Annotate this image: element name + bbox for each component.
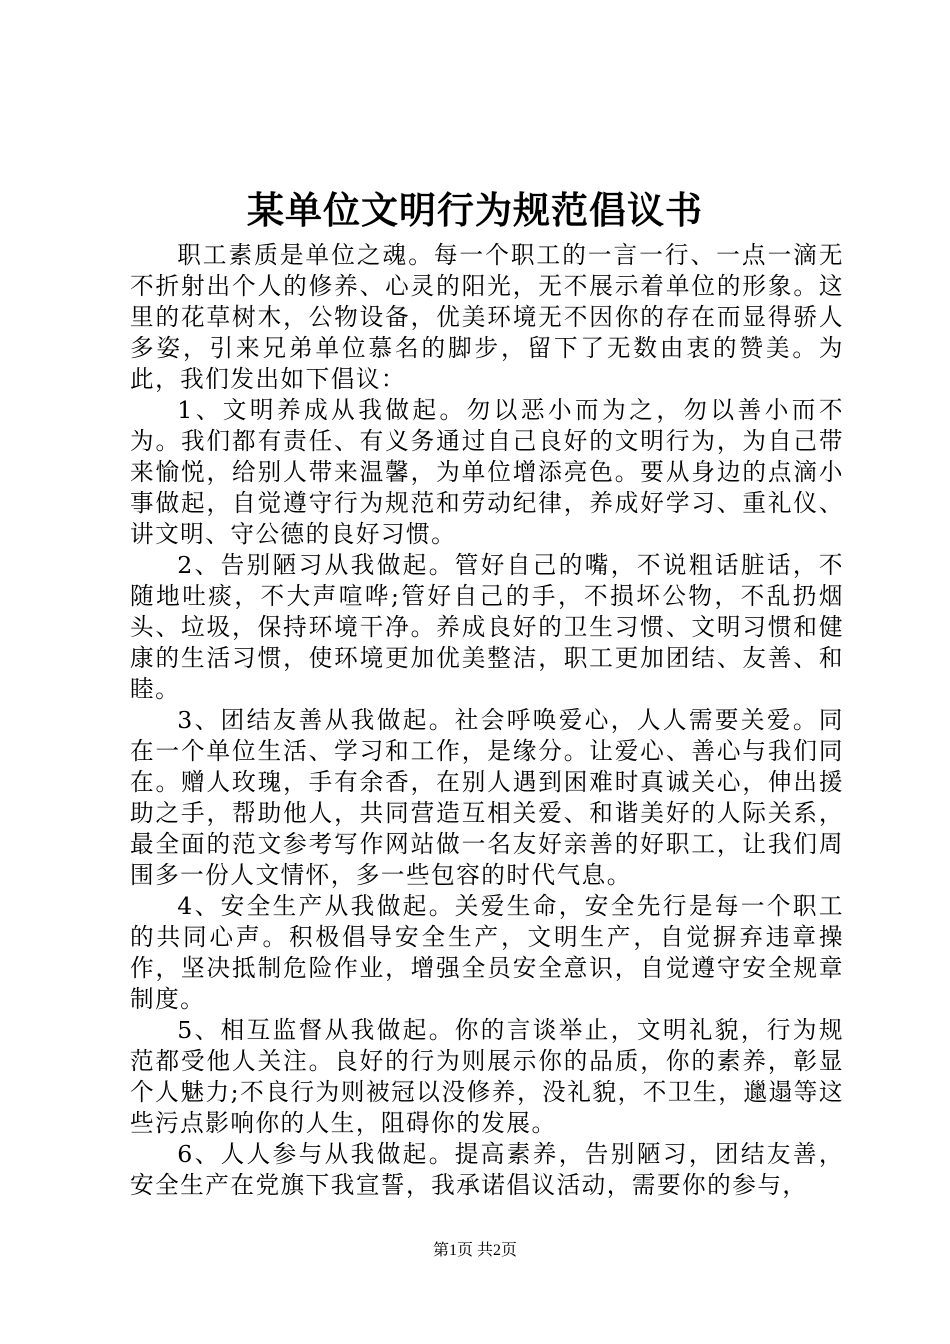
proposal-paragraph-2: 2、告别陋习从我做起。管好自己的嘴，不说粗话脏话，不随地吐痰，不大声喧哗;管好自己的手，不损坏公物，不乱扔烟头、垃圾，保持环境干净。养成良好的卫生习惯、文明习惯和健康的生活习惯，使环境更加优美整洁，职工更加团结、友善、和睦。 [130, 551, 844, 703]
proposal-paragraph-6: 6、人人参与从我做起。提高素养，告别陋习，团结友善，安全生产在党旗下我宣誓，我承诺倡议活动，需要你的参与， [130, 1140, 844, 1199]
document-body [130, 240, 844, 1201]
proposal-paragraph-1: 1、文明养成从我做起。勿以恶小而为之，勿以善小而不为。我们都有责任、有义务通过自己良好的文明行为，为自己带来愉悦，给别人带来温馨，为单位增添亮色。要从身边的点滴小事做起，自觉遵守行为规范和劳动纪律，养成好学习、重礼仪、讲文明、守公德的良好习惯。 [130, 396, 844, 548]
proposal-paragraph-4: 4、安全生产从我做起。关爱生命，安全先行是每一个职工的共同心声。积极倡导安全生产，文明生产，自觉摒弃违章操作，坚决抵制危险作业，增强全员安全意识，自觉遵守安全规章制度。 [130, 892, 844, 1013]
proposal-paragraph-3: 3、团结友善从我做起。社会呼唤爱心，人人需要关爱。同在一个单位生活、学习和工作，是缘分。让爱心、善心与我们同在。赠人玫瑰，手有余香，在别人遇到困难时真诚关心，伸出援助之手，帮助他人，共同营造互相关爱、和谐美好的人际关系，最全面的范文参考写作网站做一名友好亲善的好职工，让我们周围多一份人文情怀，多一些包容的时代气息。 [130, 706, 844, 889]
intro-paragraph: 职工素质是单位之魂。每一个职工的一言一行、一点一滴无不折射出个人的修养、心灵的阳光，无不展示着单位的形象。这里的花草树木，公物设备，优美环境无不因你的存在而显得骄人多姿，引来兄弟单位慕名的脚步，留下了无数由衷的赞美。为此，我们发出如下倡议： [130, 241, 844, 393]
page-number-footer: 第1页 共2页 [432, 1242, 517, 1259]
document-title: 某单位文明行为规范倡议书 [247, 188, 703, 232]
proposal-paragraph-5: 5、相互监督从我做起。你的言谈举止，文明礼貌，行为规范都受他人关注。良好的行为则展示你的品质，你的素养，彰显个人魅力;不良行为则被冠以没修养，没礼貌，不卫生，邋遢等这些污点影响你的人生，阻碍你的发展。 [130, 1016, 844, 1137]
